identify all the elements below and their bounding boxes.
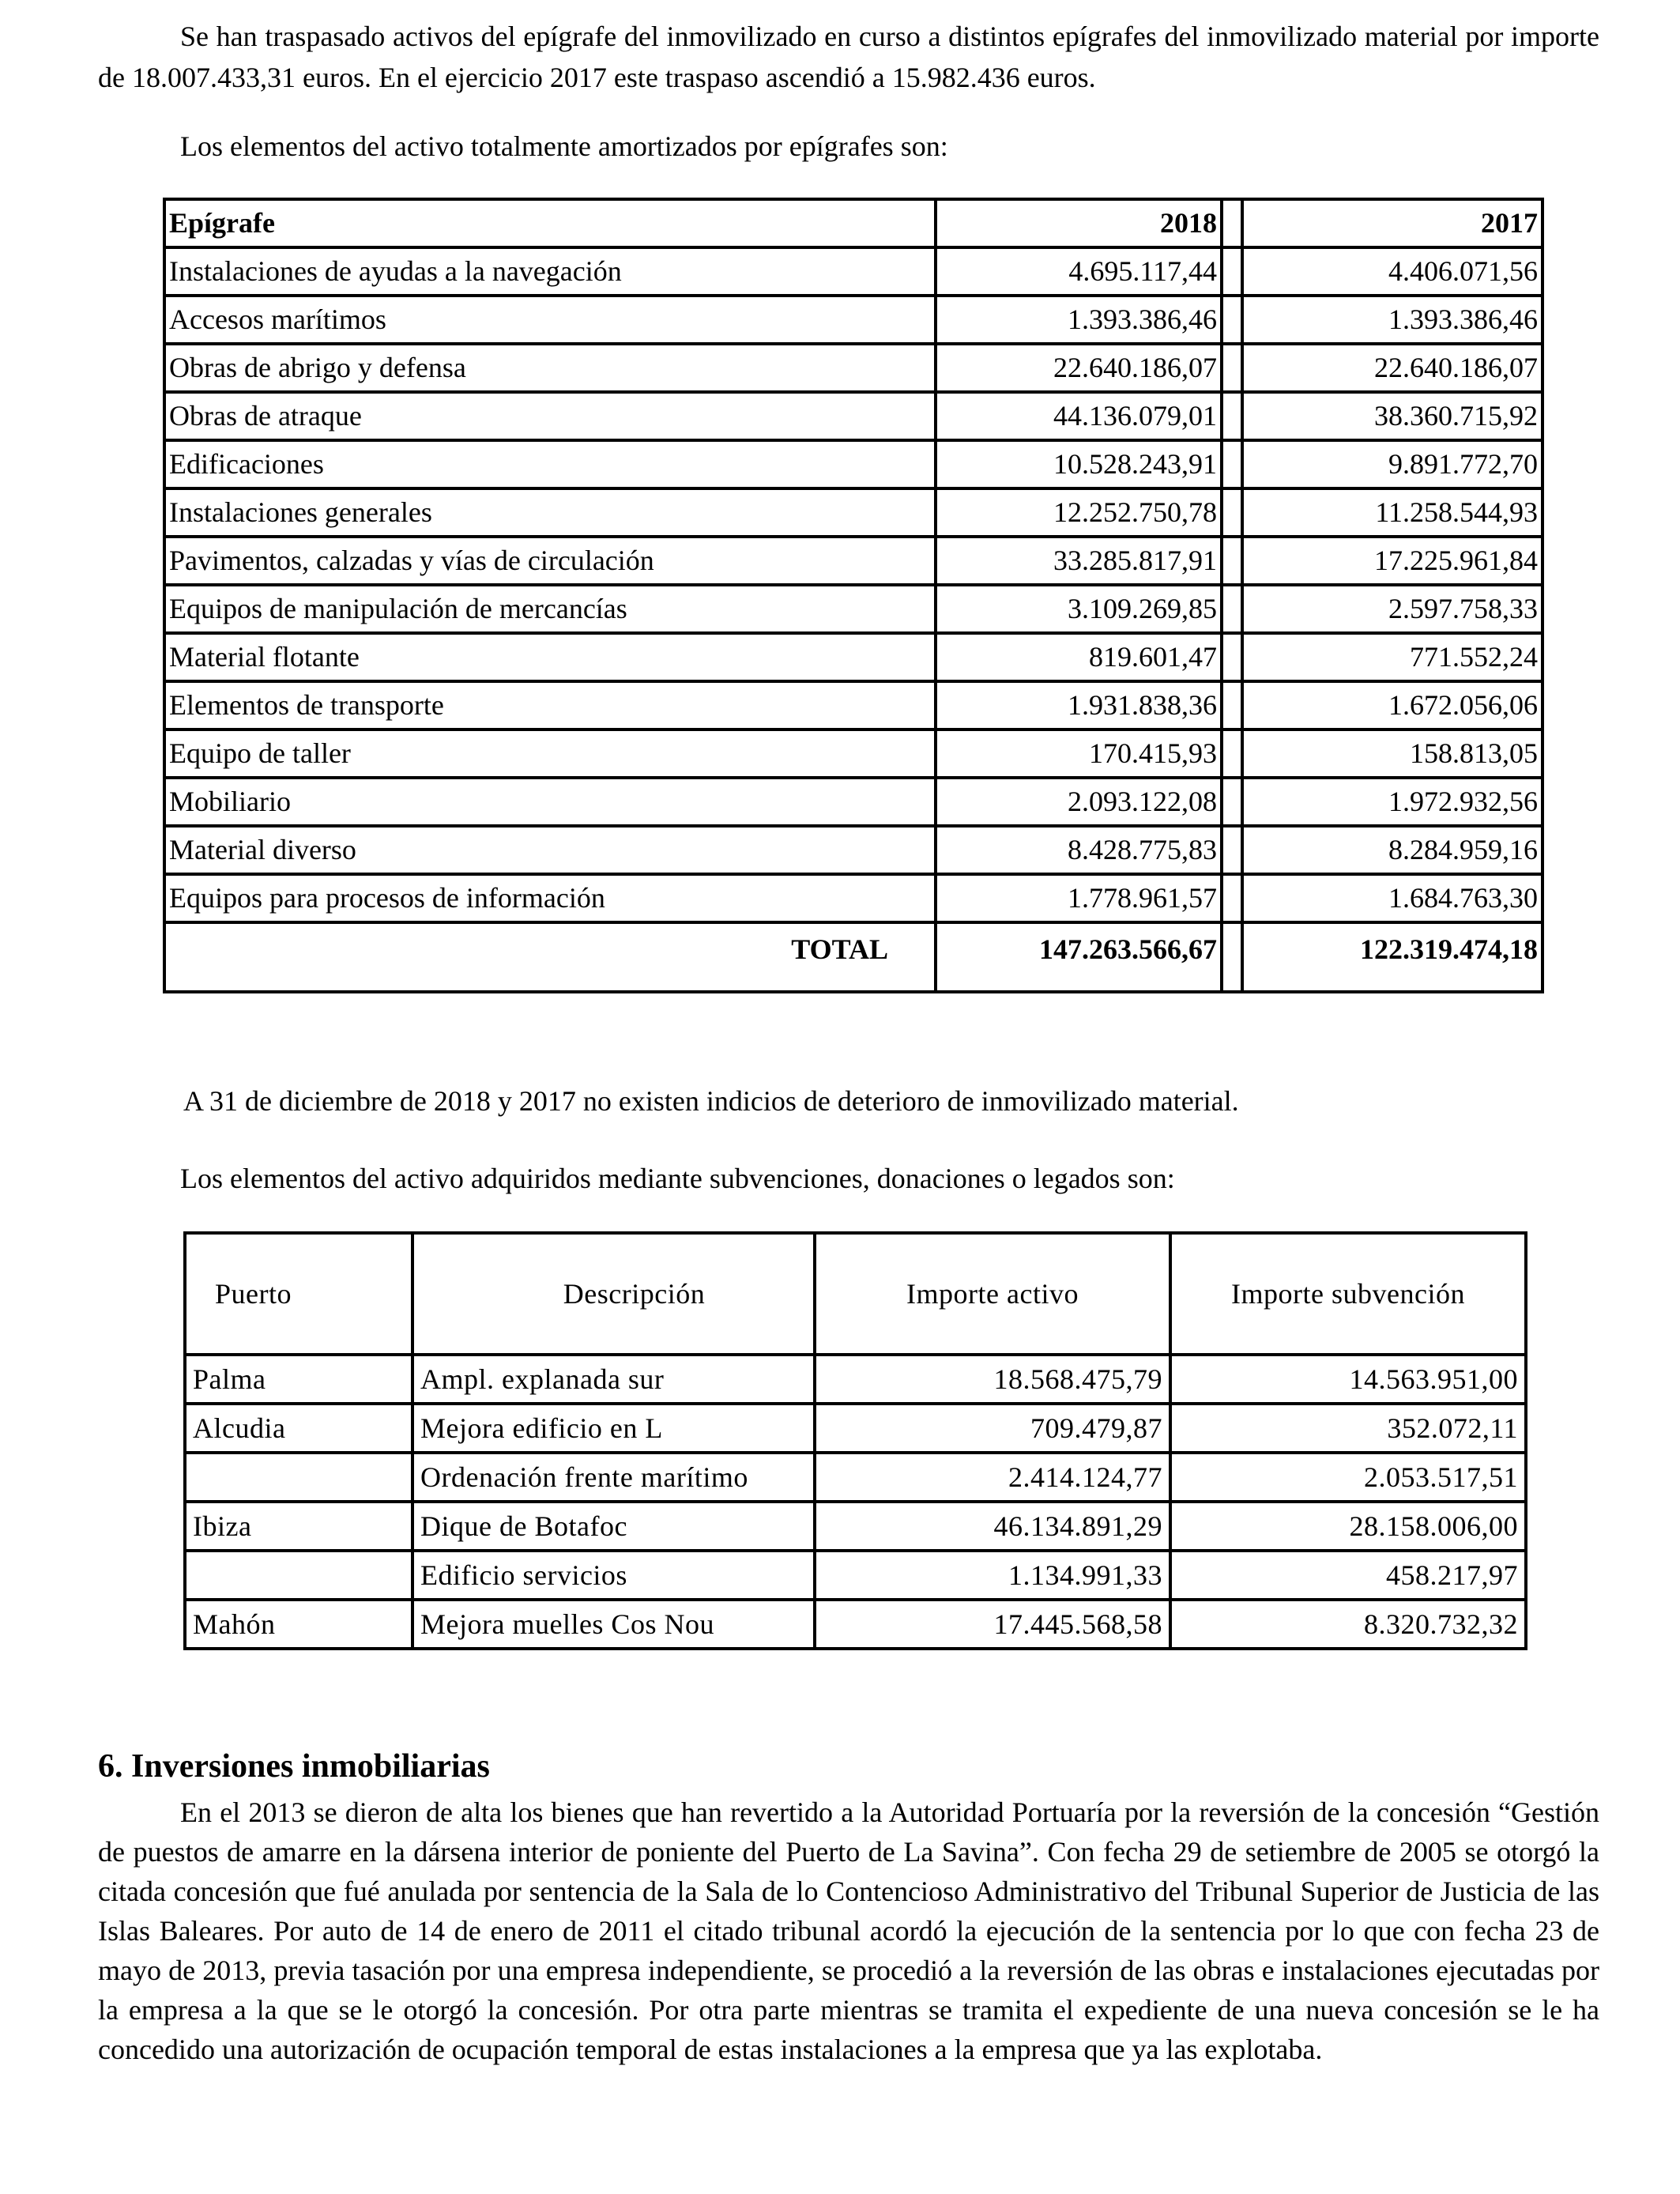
header-importe-activo: Importe activo bbox=[815, 1233, 1170, 1355]
cell-epigrafe: Equipos de manipulación de mercancías bbox=[164, 585, 936, 633]
cell-descripcion: Mejora edificio en L bbox=[412, 1404, 815, 1453]
cell-2017: 158.813,05 bbox=[1242, 729, 1543, 778]
table-row bbox=[164, 778, 1543, 826]
cell-descripcion: Ampl. explanada sur bbox=[412, 1355, 815, 1404]
cell-2018: 819.601,47 bbox=[936, 633, 1222, 681]
cell-importe-activo: 18.568.475,79 bbox=[815, 1355, 1170, 1404]
cell-2018: 1.778.961,57 bbox=[936, 874, 1222, 922]
subsidized-table-body bbox=[185, 1355, 1526, 1649]
cell-importe-subvencion: 2.053.517,51 bbox=[1170, 1453, 1526, 1502]
cell-2018: 44.136.079,01 bbox=[936, 392, 1222, 440]
table-row bbox=[164, 488, 1543, 537]
cell-descripcion: Mejora muelles Cos Nou bbox=[412, 1600, 815, 1649]
table-row bbox=[185, 1453, 1526, 1502]
cell-importe-activo: 2.414.124,77 bbox=[815, 1453, 1170, 1502]
cell-importe-activo: 1.134.991,33 bbox=[815, 1551, 1170, 1600]
cell-gap bbox=[1222, 778, 1242, 826]
cell-epigrafe: Obras de atraque bbox=[164, 392, 936, 440]
cell-epigrafe: Instalaciones generales bbox=[164, 488, 936, 537]
cell-puerto bbox=[185, 1453, 412, 1502]
table-row bbox=[164, 440, 1543, 488]
cell-gap bbox=[1222, 296, 1242, 344]
header-epigrafe: Epígrafe bbox=[164, 199, 936, 247]
section-title: 6. Inversiones inmobiliarias bbox=[98, 1747, 490, 1785]
table-row bbox=[185, 1551, 1526, 1600]
cell-importe-subvencion: 458.217,97 bbox=[1170, 1551, 1526, 1600]
cell-puerto: Alcudia bbox=[185, 1404, 412, 1453]
header-gap bbox=[1222, 199, 1242, 247]
cell-2017: 1.672.056,06 bbox=[1242, 681, 1543, 729]
cell-descripcion: Edificio servicios bbox=[412, 1551, 815, 1600]
table-row bbox=[164, 585, 1543, 633]
header-2018: 2018 bbox=[936, 199, 1222, 247]
cell-epigrafe: Equipos para procesos de información bbox=[164, 874, 936, 922]
cell-importe-activo: 46.134.891,29 bbox=[815, 1502, 1170, 1551]
cell-2017: 11.258.544,93 bbox=[1242, 488, 1543, 537]
cell-epigrafe: Obras de abrigo y defensa bbox=[164, 344, 936, 392]
cell-2018: 1.393.386,46 bbox=[936, 296, 1222, 344]
cell-epigrafe: Edificaciones bbox=[164, 440, 936, 488]
cell-descripcion: Dique de Botafoc bbox=[412, 1502, 815, 1551]
header-puerto: Puerto bbox=[185, 1233, 412, 1355]
total-label: TOTAL bbox=[164, 922, 936, 992]
cell-puerto: Palma bbox=[185, 1355, 412, 1404]
table-row bbox=[185, 1502, 1526, 1551]
table-header-row bbox=[185, 1233, 1526, 1355]
cell-epigrafe: Accesos marítimos bbox=[164, 296, 936, 344]
total-2017: 122.319.474,18 bbox=[1242, 922, 1543, 992]
cell-gap bbox=[1222, 247, 1242, 296]
cell-gap bbox=[1222, 344, 1242, 392]
table-header-row bbox=[164, 199, 1543, 247]
amortized-intro: Los elementos del activo totalmente amortizados por epígrafes son: bbox=[180, 130, 948, 162]
cell-gap bbox=[1222, 826, 1242, 874]
cell-2017: 1.972.932,56 bbox=[1242, 778, 1543, 826]
table-row bbox=[164, 874, 1543, 922]
total-2018: 147.263.566,67 bbox=[936, 922, 1222, 992]
cell-2018: 12.252.750,78 bbox=[936, 488, 1222, 537]
table-row bbox=[164, 826, 1543, 874]
cell-gap bbox=[1222, 537, 1242, 585]
cell-gap bbox=[1222, 633, 1242, 681]
cell-2017: 771.552,24 bbox=[1242, 633, 1543, 681]
table-row bbox=[164, 296, 1543, 344]
amortized-assets-table bbox=[163, 198, 1544, 993]
table-row bbox=[164, 729, 1543, 778]
amortized-table-body bbox=[164, 247, 1543, 922]
intro-paragraph bbox=[98, 16, 1599, 98]
cell-2018: 2.093.122,08 bbox=[936, 778, 1222, 826]
cell-2018: 10.528.243,91 bbox=[936, 440, 1222, 488]
cell-gap bbox=[1222, 392, 1242, 440]
cell-puerto bbox=[185, 1551, 412, 1600]
table-row bbox=[164, 392, 1543, 440]
cell-2017: 1.393.386,46 bbox=[1242, 296, 1543, 344]
cell-2017: 22.640.186,07 bbox=[1242, 344, 1543, 392]
cell-gap bbox=[1222, 681, 1242, 729]
section-paragraph bbox=[98, 1793, 1599, 2069]
total-row bbox=[164, 922, 1543, 992]
cell-2018: 3.109.269,85 bbox=[936, 585, 1222, 633]
header-descripcion: Descripción bbox=[412, 1233, 815, 1355]
cell-epigrafe: Equipo de taller bbox=[164, 729, 936, 778]
subsidized-assets-table bbox=[183, 1231, 1527, 1650]
intro-text: Se han traspasado activos del epígrafe del inmovilizado en curso a distintos epígrafes del inmovilizado material por importe de 18.007.433,31 euros. En el ejercicio 2017 este traspaso ascendió a 15.982.436 euros. bbox=[98, 21, 1599, 93]
table-row bbox=[164, 633, 1543, 681]
cell-puerto: Ibiza bbox=[185, 1502, 412, 1551]
cell-2017: 9.891.772,70 bbox=[1242, 440, 1543, 488]
cell-gap bbox=[1222, 729, 1242, 778]
cell-epigrafe: Elementos de transporte bbox=[164, 681, 936, 729]
cell-epigrafe: Mobiliario bbox=[164, 778, 936, 826]
cell-2017: 38.360.715,92 bbox=[1242, 392, 1543, 440]
deterioro-text: A 31 de diciembre de 2018 y 2017 no existen indicios de deterioro de inmovilizado material. bbox=[183, 1085, 1239, 1117]
cell-importe-subvencion: 28.158.006,00 bbox=[1170, 1502, 1526, 1551]
cell-importe-activo: 17.445.568,58 bbox=[815, 1600, 1170, 1649]
cell-2017: 8.284.959,16 bbox=[1242, 826, 1543, 874]
header-2017: 2017 bbox=[1242, 199, 1543, 247]
cell-gap bbox=[1222, 585, 1242, 633]
cell-2017: 4.406.071,56 bbox=[1242, 247, 1543, 296]
cell-importe-subvencion: 8.320.732,32 bbox=[1170, 1600, 1526, 1649]
table-row bbox=[164, 537, 1543, 585]
header-importe-subvencion: Importe subvención bbox=[1170, 1233, 1526, 1355]
cell-2017: 2.597.758,33 bbox=[1242, 585, 1543, 633]
table-row bbox=[185, 1404, 1526, 1453]
table-row bbox=[164, 247, 1543, 296]
cell-2018: 33.285.817,91 bbox=[936, 537, 1222, 585]
cell-2017: 1.684.763,30 bbox=[1242, 874, 1543, 922]
cell-descripcion: Ordenación frente marítimo bbox=[412, 1453, 815, 1502]
cell-2018: 22.640.186,07 bbox=[936, 344, 1222, 392]
cell-gap bbox=[1222, 488, 1242, 537]
cell-epigrafe: Pavimentos, calzadas y vías de circulación bbox=[164, 537, 936, 585]
cell-gap bbox=[1222, 440, 1242, 488]
cell-importe-subvencion: 352.072,11 bbox=[1170, 1404, 1526, 1453]
table-row bbox=[164, 681, 1543, 729]
total-gap bbox=[1222, 922, 1242, 992]
cell-2018: 8.428.775,83 bbox=[936, 826, 1222, 874]
cell-importe-subvencion: 14.563.951,00 bbox=[1170, 1355, 1526, 1404]
cell-2018: 170.415,93 bbox=[936, 729, 1222, 778]
cell-epigrafe: Material diverso bbox=[164, 826, 936, 874]
cell-puerto: Mahón bbox=[185, 1600, 412, 1649]
table-row bbox=[185, 1355, 1526, 1404]
subvenciones-intro: Los elementos del activo adquiridos mediante subvenciones, donaciones o legados son: bbox=[180, 1163, 1175, 1194]
cell-epigrafe: Instalaciones de ayudas a la navegación bbox=[164, 247, 936, 296]
cell-2017: 17.225.961,84 bbox=[1242, 537, 1543, 585]
table-row bbox=[164, 344, 1543, 392]
cell-2018: 1.931.838,36 bbox=[936, 681, 1222, 729]
cell-importe-activo: 709.479,87 bbox=[815, 1404, 1170, 1453]
cell-2018: 4.695.117,44 bbox=[936, 247, 1222, 296]
section-text: En el 2013 se dieron de alta los bienes que han revertido a la Autoridad Portuaría por la reversión de la concesión “Gestión de puestos de amarre en la dársena interior de poniente del Puerto de La Savina”. Con fecha 29 de setiembre de 2005 se otorgó la citada concesión que fué anulada por sentencia de la Sala de lo Contencioso Administrativo del Tribunal Superior de Justicia de las Islas Baleares. Por auto de 14 de enero de 2011 el citado tribunal acordó la ejecución de la sentencia por lo que con fecha 23 de mayo de 2013, previa tasación por una empresa independiente, se procedió a la reversión de las obras e instalaciones ejecutadas por la empresa a la que se le otorgó la concesión. Por otra parte mientras se tramita el expediente de una nueva concesión se le ha concedido una autorización de ocupación temporal de estas instalaciones a la empresa que ya las explotaba. bbox=[98, 1796, 1599, 2065]
table-row bbox=[185, 1600, 1526, 1649]
cell-epigrafe: Material flotante bbox=[164, 633, 936, 681]
cell-gap bbox=[1222, 874, 1242, 922]
